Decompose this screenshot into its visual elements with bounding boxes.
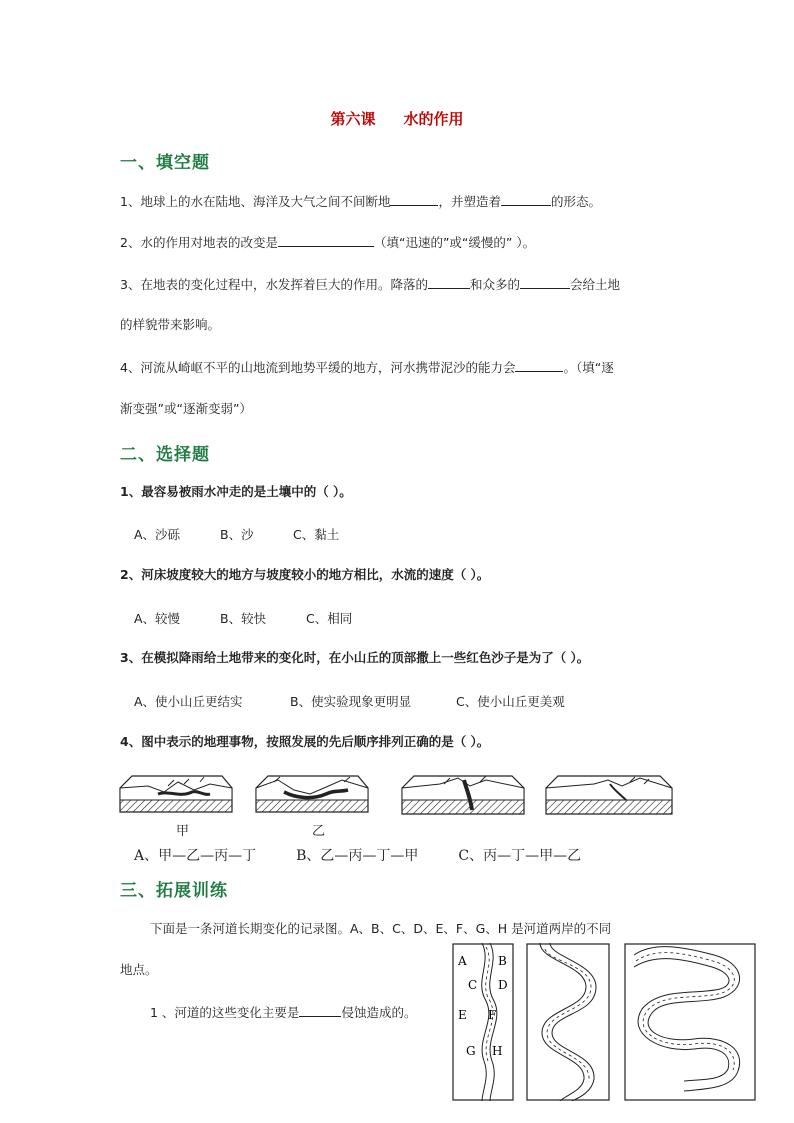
figure-label-jia: 甲 <box>176 824 190 839</box>
question-1-4: 4、河流从崎岖不平的山地流到地势平缓的地方，河水携带泥沙的能力会 。（填“逐 <box>120 360 614 375</box>
option-c[interactable]: C、丙—丁—甲—乙 <box>458 848 582 864</box>
option-b[interactable]: B、使实验现象更明显 <box>290 694 412 709</box>
section-heading-extension: 三、拓展训练 <box>120 881 228 901</box>
option-a[interactable]: A、沙砾 <box>134 527 181 542</box>
figure-answer-options <box>134 845 621 865</box>
landform-figure-4 <box>544 770 674 822</box>
page-title <box>0 108 794 129</box>
title-topic: 水的作用 <box>403 110 464 128</box>
option-c[interactable]: C、黏土 <box>293 527 340 542</box>
question-3-1: 1 、河道的这些变化主要是 侵蚀造成的。 <box>150 1005 417 1020</box>
question-1-3-cont: 的样貌带来影响。 <box>120 317 221 332</box>
answer-blank[interactable] <box>501 193 551 206</box>
option-a[interactable]: A、使小山丘更结实 <box>134 694 243 709</box>
question-1-2: 2、水的作用对地表的改变是 （填“迅速的”或“缓慢的” ）。 <box>120 235 536 250</box>
river-point-label: A <box>458 954 467 968</box>
question-1-4-cont: 渐变强”或“逐渐变弱”） <box>120 401 252 416</box>
landform-figure-3 <box>400 770 526 822</box>
river-diagram-late <box>624 943 756 1101</box>
question-1-3: 3、在地表的变化过程中，水发挥着巨大的作用。降落的 和众多的 会给土地 <box>120 277 620 292</box>
option-b[interactable]: B、沙 <box>220 527 254 542</box>
answer-blank[interactable] <box>278 234 374 247</box>
figure-label-yi: 乙 <box>312 824 326 839</box>
river-point-label: H <box>492 1044 503 1058</box>
answer-blank[interactable] <box>390 193 438 206</box>
question-2-2: 2、河床坡度较大的地方与坡度较小的地方相比，水流的速度（ ）。 <box>120 567 490 582</box>
answer-blank[interactable] <box>428 276 470 289</box>
question-2-4: 4、图中表示的地理事物，按照发展的先后顺序排列正确的是（ ）。 <box>120 734 490 749</box>
section-heading-choice: 二、选择题 <box>120 445 210 465</box>
river-point-label: F <box>488 1008 497 1022</box>
section3-intro-cont: 地点。 <box>120 962 158 977</box>
answer-blank[interactable] <box>520 276 570 289</box>
river-point-label: C <box>468 978 478 992</box>
river-diagram-middle <box>526 943 610 1101</box>
river-point-label: D <box>498 978 508 992</box>
section-heading-fill-blank: 一、填空题 <box>120 153 210 173</box>
river-point-label: G <box>466 1044 476 1058</box>
section3-intro: 下面是一条河道长期变化的记录图。A、B、C、D、E、F、G、H 是河道两岸的不同 <box>150 921 612 936</box>
option-b[interactable]: B、较快 <box>220 611 267 626</box>
option-c[interactable]: C、相同 <box>306 611 353 626</box>
question-1-1: 1、地球上的水在陆地、海洋及大气之间不间断地 ，并塑造着 的形态。 <box>120 194 601 209</box>
landform-figure-1 <box>118 770 234 820</box>
option-a[interactable]: A、甲—乙—丙—丁 <box>134 848 257 864</box>
option-a[interactable]: A、较慢 <box>134 611 181 626</box>
option-b[interactable]: B、乙—丙—丁—甲 <box>296 848 419 864</box>
answer-blank[interactable] <box>515 359 563 372</box>
question-2-3: 3、在模拟降雨给土地带来的变化时，在小山丘的顶部撒上一些红色沙子是为了（ ）。 <box>120 650 590 665</box>
title-lesson: 第六课 <box>330 110 376 128</box>
option-c[interactable]: C、使小山丘更美观 <box>456 694 565 709</box>
landform-figure-2 <box>254 770 370 820</box>
river-point-label: E <box>458 1008 467 1022</box>
river-point-label: B <box>498 954 507 968</box>
question-2-1: 1、最容易被雨水冲走的是土壤中的（ ）。 <box>120 484 352 499</box>
answer-blank[interactable] <box>299 1004 341 1017</box>
river-diagram-early <box>452 943 514 1101</box>
